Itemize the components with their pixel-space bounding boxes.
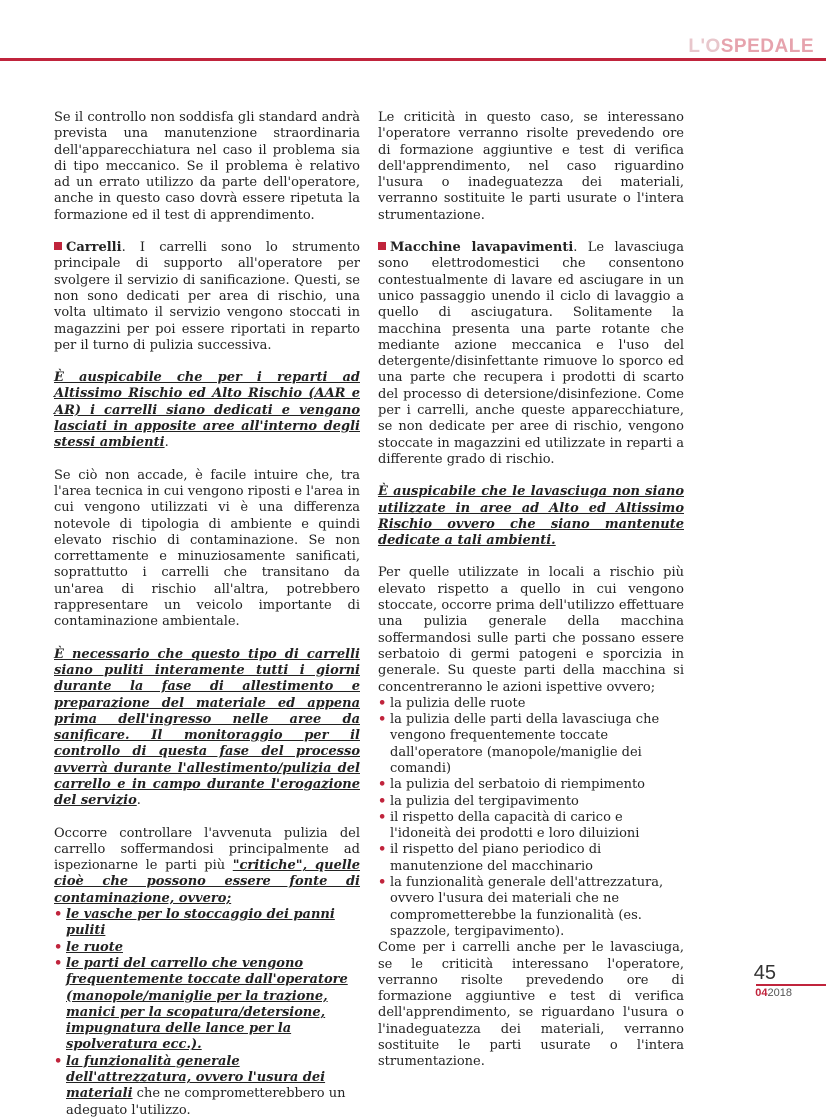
paragraph: Le criticità in questo caso, se interessano l'operatore verranno risolte prevedendo ore di formazione aggiuntive e test di verifica dell'apprendimento, nel caso riguardino l'usura o inadeguatezza dei materiali, verranno sostituite le parti usurate o l'intera strumentazione. xyxy=(378,110,684,223)
bullet-icon: • xyxy=(54,955,63,971)
list-item: • le ruote xyxy=(54,939,123,955)
bullet-icon: • xyxy=(378,777,387,793)
section-heading: Carrelli xyxy=(66,240,122,256)
section-lavapavimenti: Macchine lavapavimenti. Le lavasciuga sono elettrodomestici che consentono contestualmente di lavare ed asciugare in un unico passaggio unendo il ciclo di lavaggio a quello di asciugatura. Solitamente la macchina presenta una parte rotante che mediante azione meccanica e l'uso del detergente/disinfettante rimuove lo sporco ed una parte che recupera i prodotti di scarto del processo di detersione/disinfezione. Come per i carrelli, anche queste apparecchiature, se non dedicate per aree di rischio, vengono stoccate in magazzini ed utilizzate in reparti a differente grado di rischio. xyxy=(378,240,684,467)
highlight-paragraph: È auspicabile che per i reparti ad Altissimo Rischio ed Alto Rischio (AAR e AR) i carrelli siano dedicati e vengano lasciati in apposite aree all'interno degli stessi ambienti. xyxy=(54,370,360,451)
left-column xyxy=(54,110,360,1119)
list-item: • la funzionalità generale dell'attrezzatura, ovvero l'usura dei materiali che ne comprometterebbe la funzionalità (es. spazzole, tergipavimento). xyxy=(378,875,664,939)
square-bullet-icon xyxy=(54,242,62,250)
section-heading: Macchine lavapavimenti xyxy=(390,240,574,256)
bullet-icon: • xyxy=(54,907,63,923)
square-bullet-icon xyxy=(378,242,386,250)
page-number: 45 xyxy=(753,962,776,984)
section-carrelli: Carrelli. I carrelli sono lo strumento principale di supporto all'operatore per svolgere il servizio di sanificazione. Questi, se non sono dedicati per area di rischio, una volta ultimato il servizio vengono stoccati in magazzini per poi essere riportati in reparto per il turno di pulizia successiva. xyxy=(54,240,360,353)
bullet-icon: • xyxy=(378,712,387,728)
list-item: • la pulizia del tergipavimento xyxy=(378,793,579,809)
list-item: • le parti del carrello che vengono frequentemente toccate dall'operatore (manopole/maniglie per la trazione, manici per la scopatura/detersione, impugnatura delle lance per la spolveratura ecc.). xyxy=(54,955,348,1053)
bullet-icon: • xyxy=(378,809,387,825)
highlight-paragraph: È necessario che questo tipo di carrelli siano puliti interamente tutti i giorni durante la fase di allestimento e preparazione del materiale ed appena prima dell'ingresso nelle aree da sanificare. Il monitoraggio per il controllo di questa fase del processo avverrà durante l'allestimento/pulizia del carrello e in campo durante l'erogazione del servizio. xyxy=(54,646,360,809)
paragraph: Per quelle utilizzate in locali a rischio più elevato rispetto a quello in cui vengono stoccate, occorre prima dell'utilizzo effettuare una pulizia generale della macchina soffermandosi sulle parti che possano essere serbatoio di germi patogeni e sporcizia in generale. Su queste parti della macchina si concentreranno le azioni ispettive ovvero; xyxy=(378,565,684,695)
highlight-paragraph: È auspicabile che le lavasciuga non siano utilizzate in aree ad Alto ed Altissimo Rischio ovvero che siano mantenute dedicate a tali ambienti. xyxy=(378,484,684,549)
list-item: • il rispetto della capacità di carico e l'idoneità dei prodotti e loro diluizioni xyxy=(378,809,640,842)
bullet-icon: • xyxy=(54,939,63,955)
bullet-icon: • xyxy=(378,793,387,809)
footer-rule xyxy=(756,984,826,986)
bullet-icon: • xyxy=(54,1053,63,1069)
right-column xyxy=(378,110,684,1087)
bullet-icon: • xyxy=(378,695,387,711)
bullet-icon: • xyxy=(378,842,387,858)
bullet-list xyxy=(378,696,684,940)
list-item: • la funzionalità generale dell'attrezzatura, ovvero l'usura dei materiali che ne comprometterebbero un adeguato l'utilizzo. xyxy=(54,1053,346,1118)
bullet-icon: • xyxy=(378,875,387,891)
list-item: • le vasche per lo stoccaggio dei panni puliti xyxy=(54,907,335,939)
list-item: • la pulizia del serbatoio di riempimento xyxy=(378,777,645,793)
list-item: • la pulizia delle ruote xyxy=(378,695,526,711)
issue-label: 042018 xyxy=(755,987,792,999)
header-rule xyxy=(0,58,826,61)
paragraph: Se il controllo non soddisfa gli standard andrà prevista una manutenzione straordinaria dell'apparecchiatura nel caso il problema sia di tipo meccanico. Se il problema è relativo ad un errato utilizzo da parte dell'operatore, anche in questo caso dovrà essere ripetuta la formazione ed il test di apprendimento. xyxy=(54,110,360,223)
list-item: • il rispetto del piano periodico di manutenzione del macchinario xyxy=(378,842,602,874)
magazine-logo: L'OSPEDALE xyxy=(688,36,814,57)
bullet-list xyxy=(54,907,360,1119)
paragraph: Come per i carrelli anche per le lavasciuga, se le criticità interessano l'operatore, verranno risolte prevedendo ore di formazione aggiuntive e test di verifica dell'apprendimento, se riguardano l'usura o l'inadeguatezza dei materiali, verranno sostituite le parti usurate o l'intera strumentazione. xyxy=(378,940,684,1070)
paragraph: Se ciò non accade, è facile intuire che, tra l'area tecnica in cui vengono riposti e l'area in cui vengono utilizzati vi è una differenza notevole di tipologia di ambiente e quindi elevato rischio di contaminazione. Se non correttamente e minuziosamente sanificati, soprattutto i carrelli che transitano da un'area di rischio all'altra, potrebbero rappresentare un veicolo importante di contaminazione ambientale. xyxy=(54,467,360,630)
paragraph: Occorre controllare l'avvenuta pulizia del carrello soffermandosi principalmente ad ispezionarne le parti più "critiche", quelle cioè che possono essere fonte di contaminazione, ovvero; xyxy=(54,825,361,906)
list-item: • la pulizia delle parti della lavasciuga che vengono frequentemente toccate dall'operatore (manopole/maniglie dei comandi) xyxy=(378,712,660,776)
